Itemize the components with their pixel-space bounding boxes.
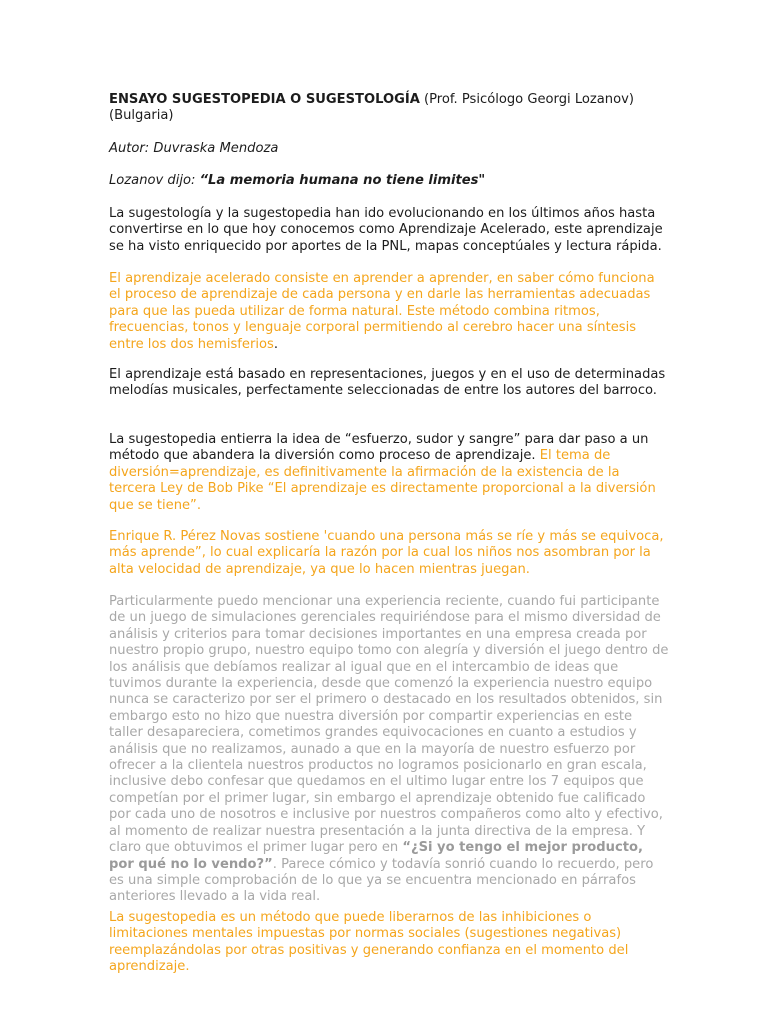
paragraph-4-dark: La sugestopedia entierra la idea de “esfuerzo, sudor y sangre” para dar paso a un método que abandera la diversión como proceso de aprendizaje. [109, 432, 649, 464]
author-text: Autor: Duvraska Mendoza [109, 141, 279, 156]
paragraph-7: La sugestopedia es un método que puede liberarnos de las inhibiciones o limitaciones mentales impuestas por normas sociales (sugestiones negativas) reemplazándolas por otras positivas y generando confianza en el momento del aprendizaje. [109, 910, 629, 975]
paragraph-4-orange: El tema de diversión=aprendizaje, es definitivamente la afirmación de la existencia de la tercera Ley de Bob Pike “El aprendizaje es directamente proporcional a la diversión que se tiene”. [109, 448, 656, 513]
document-title [109, 92, 669, 125]
author-line [109, 141, 669, 157]
paragraph-2-text: El aprendizaje acelerado consiste en aprender a aprender, en saber cómo funciona el proceso de aprendizaje de cada persona y en darle las herramientas adecuadas para que las pueda utilizar de forma natural. Este método combina ritmos, frecuencias, tonos y lenguaje corporal permitiendo al cerebro hacer una síntesis entre los dos hemisferios [109, 271, 655, 352]
paragraph-6-end: . Parece cómico y todavía sonrió cuando lo recuerdo, pero es una simple comprobación de lo que ya se encuentra mencionado en párrafos anteriores llevado a la vida real. [109, 856, 654, 905]
paragraph-1: La sugestología y la sugestopedia han ido evolucionando en los últimos años hasta convertirse en lo que hoy conocemos como Aprendizaje Acelerado, este aprendizaje se ha visto enriquecido por aportes de la PNL, mapas conceptúales y lectura rápida. [109, 206, 663, 254]
paragraph-2-end: . [273, 336, 279, 352]
paragraph-6 [109, 594, 669, 906]
paragraph-3: El aprendizaje está basado en representaciones, juegos y en el uso de determinadas melodías musicales, perfectamente seleccionadas de entre los autores del barroco. [109, 367, 666, 399]
quote-text: “La memoria humana no tiene limites" [199, 173, 486, 188]
paragraph-6-main: Particularmente puedo mencionar una experiencia reciente, cuando fui participante de un juego de simulaciones gerenciales requiriéndose para el mismo diversidad de análisis y criterios para tomar decisiones importantes en una empresa creada por nuestro propio grupo, nuestro equipo tomo con alegría y diversión el juego dentro de los análisis que debíamos realizar al igual que en el intercambio de ideas que tuvimos durante la experiencia, desde que comenzó la experiencia nuestro equipo nunca se caracterizo por ser el primero o destacado en los resultados obtenidos, sin embargo esto no hizo que nuestra diversión por compartir experiencias en este taller desapareciera, cometimos grandes equivocaciones en cuanto a estudios y análisis que no realizamos, aunado a que en la mayoría de nuestro esfuerzo por ofrecer a la clientela nuestros productos no logramos posicionarlo en gran escala, inclusive debo confesar que quedamos en el ultimo lugar entre los 7 equipos que competían por el primer lugar, sin embargo el aprendizaje obtenido fue calificado por cada uno de nosotros e inclusive por nuestros compañeros como alto y efectivo, al momento de realizar nuestra presentación a la junta directiva de la empresa. Y claro que obtuvimos el primer lugar pero en [109, 594, 669, 856]
paragraph-6-bold: “¿Si yo tengo el mejor producto, por qué no lo vendo?” [109, 840, 643, 872]
title-bold: ENSAYO SUGESTOPEDIA O SUGESTOLOGÍA [109, 92, 420, 107]
quote-line [109, 173, 669, 189]
title-rest: (Prof. Psicólogo Georgi Lozanov) (Bulgaria) [109, 92, 634, 124]
paragraph-4 [109, 432, 669, 514]
paragraph-2 [109, 271, 669, 353]
paragraph-5: Enrique R. Pérez Novas sostiene 'cuando una persona más se ríe y más se equivoca, más aprende”, lo cual explicaría la razón por la cual los niños nos asombran por la alta velocidad de aprendizaje, ya que lo hacen mientras juegan. [109, 529, 664, 577]
quote-intro: Lozanov dijo: [109, 173, 200, 188]
